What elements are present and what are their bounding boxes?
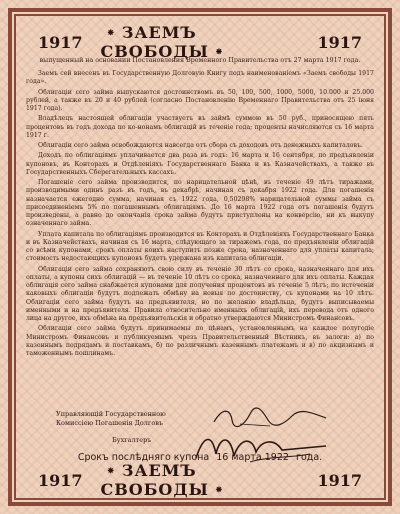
signature-title-commission: Комиссіею Погашенія Долговъ: [56, 419, 164, 427]
header-title: ⁕ ЗАЕМЪ СВОБОДЫ ⁕: [101, 23, 300, 61]
header-year-left: 1917: [38, 32, 83, 52]
terms-paragraph: Облигаціи сего займа будутъ принимаемы по цѣнамъ, установленнымъ на каждое полугодіе Министромъ Финансовъ и публикуемымъ чрезъ Правительственный Вѣстникъ, въ залоги: а) по казеннымъ подрядамъ и поставкамъ, б) по различнымъ казеннымъ платежамъ и в) по акцизнымъ и таможеннымъ пошлинамъ.: [26, 325, 374, 357]
terms-paragraph: Уплата капитала по облигаціямъ производится въ Конторахъ и Отдѣленіяхъ Государственнаго Банка и въ Казначействахъ, начиная съ 16 марта, слѣдующаго за тиражемъ года, по предъявленіи облигацій со всѣми купонами, срокъ оплаты коихъ наступитъ позже срока, назначеннаго для уплаты капитала; стоимость недостающихъ купоновъ будетъ удержана изъ капитала облигаціи.: [26, 230, 374, 263]
coupon-date: 16 марта 1922: [216, 452, 289, 463]
footer-year-right: 1917: [317, 470, 362, 490]
footer-year-left: 1917: [38, 470, 83, 490]
signature-title-manager: Управляющій Государственною: [56, 410, 166, 418]
coupon-suffix: года.: [295, 452, 323, 463]
terms-paragraph: Заемъ сей внесенъ въ Государственную Долговую Книгу подъ наименованіемъ «Заемъ свободы 1917 года».: [26, 70, 374, 86]
bond-terms-text: [26, 70, 374, 398]
handwritten-signature-manager: [210, 404, 330, 430]
terms-paragraph: Облигаціи сего займа сохраняютъ свою силу въ теченіе 30 лѣтъ со срока, назначеннаго для ихъ оплаты, а купоны сихъ облигацій — въ теченіе 10 лѣтъ со срока, назначеннаго для ихъ оплаты. Каждая облигація сего займа снабжается купонами для получения процентовъ въ теченіе 5 лѣтъ; по истеченіи каковыхъ облигаціи будутъ подлежать обмѣну на новыя по достоинству, съ купонами на 10 лѣтъ. Облигаціи сего займа будутъ на предъявителя, но по желанію владѣльца, будутъ выписываемы именными и на предъявителя. Правила относительно именныхъ облигацій, ихъ перевода отъ одного лица на другое, ихъ обмѣна на предъявительскія и обратно утверждаются Министромъ Финансовъ.: [26, 265, 374, 322]
bond-subtitle: выпущенный на основании Постановления Временного Правительства отъ 27 марта 1917 года.: [39, 57, 361, 64]
terms-paragraph: Погашеніе сего займа производится, по нарицательной цѣнѣ, въ теченіе 49 лѣтъ тиражами, производимыми одинъ разъ въ годъ, въ декабрѣ, начиная съ декабря 1922 года. Для погашенія назначается ежегодно сумма, начиная съ 1922 года, 0,50298% нарицательной суммы займа съ присоединеніемъ 5% по погашеннымъ облигаціямъ. До 16 марта 1922 года отъ погашенія будутъ произведены, а равно до окончанія срока займа будутъ приступлены на конверсію, ни къ выкупу означеннаго займа.: [26, 179, 374, 228]
bond-footer: [20, 461, 380, 499]
coupon-prefix: Срокъ послѣдняго купона: [77, 452, 210, 463]
signature-title-accountant: Бухгалтеръ: [112, 436, 152, 444]
header-year-right: 1917: [317, 32, 362, 52]
bond-content: [20, 16, 380, 502]
terms-paragraph: Владѣлецъ настоящей облигаціи участвуетъ въ займѣ суммою въ 50 руб., приносящею пять процентовъ въ годъ дохода по ко‑нонамъ облигацій въ теченіе года; проценты начисляются съ 16 марта 1917 г.: [26, 115, 374, 139]
terms-paragraph: Доходъ по облигаціямъ уплачивается два раза въ годъ: 16 марта и 16 сентября, по предъявленіи купоновъ, въ Конторахъ и Отдѣленіяхъ Государственнаго Банка и въ Казначействахъ, а также въ Государственныхъ Сберегательныхъ кассахъ.: [26, 152, 374, 176]
footer-title: ⁕ ЗАЕМЪ СВОБОДЫ ⁕: [101, 461, 300, 499]
terms-paragraph: Облигаціи сего займа выпускаются достоинствомъ въ 50, 100, 500, 1000, 5000, 10.000 и 25.000 рублей, а также въ 20 и 40 рублей (согласно Постановленію Временнаго Правительства отъ 25 іюня 1917 года).: [26, 88, 374, 112]
terms-paragraph: Облигаціи сего займа освобождаются навсегда отъ сбора съ доходовъ отъ денежныхъ капиталовъ.: [38, 142, 363, 149]
